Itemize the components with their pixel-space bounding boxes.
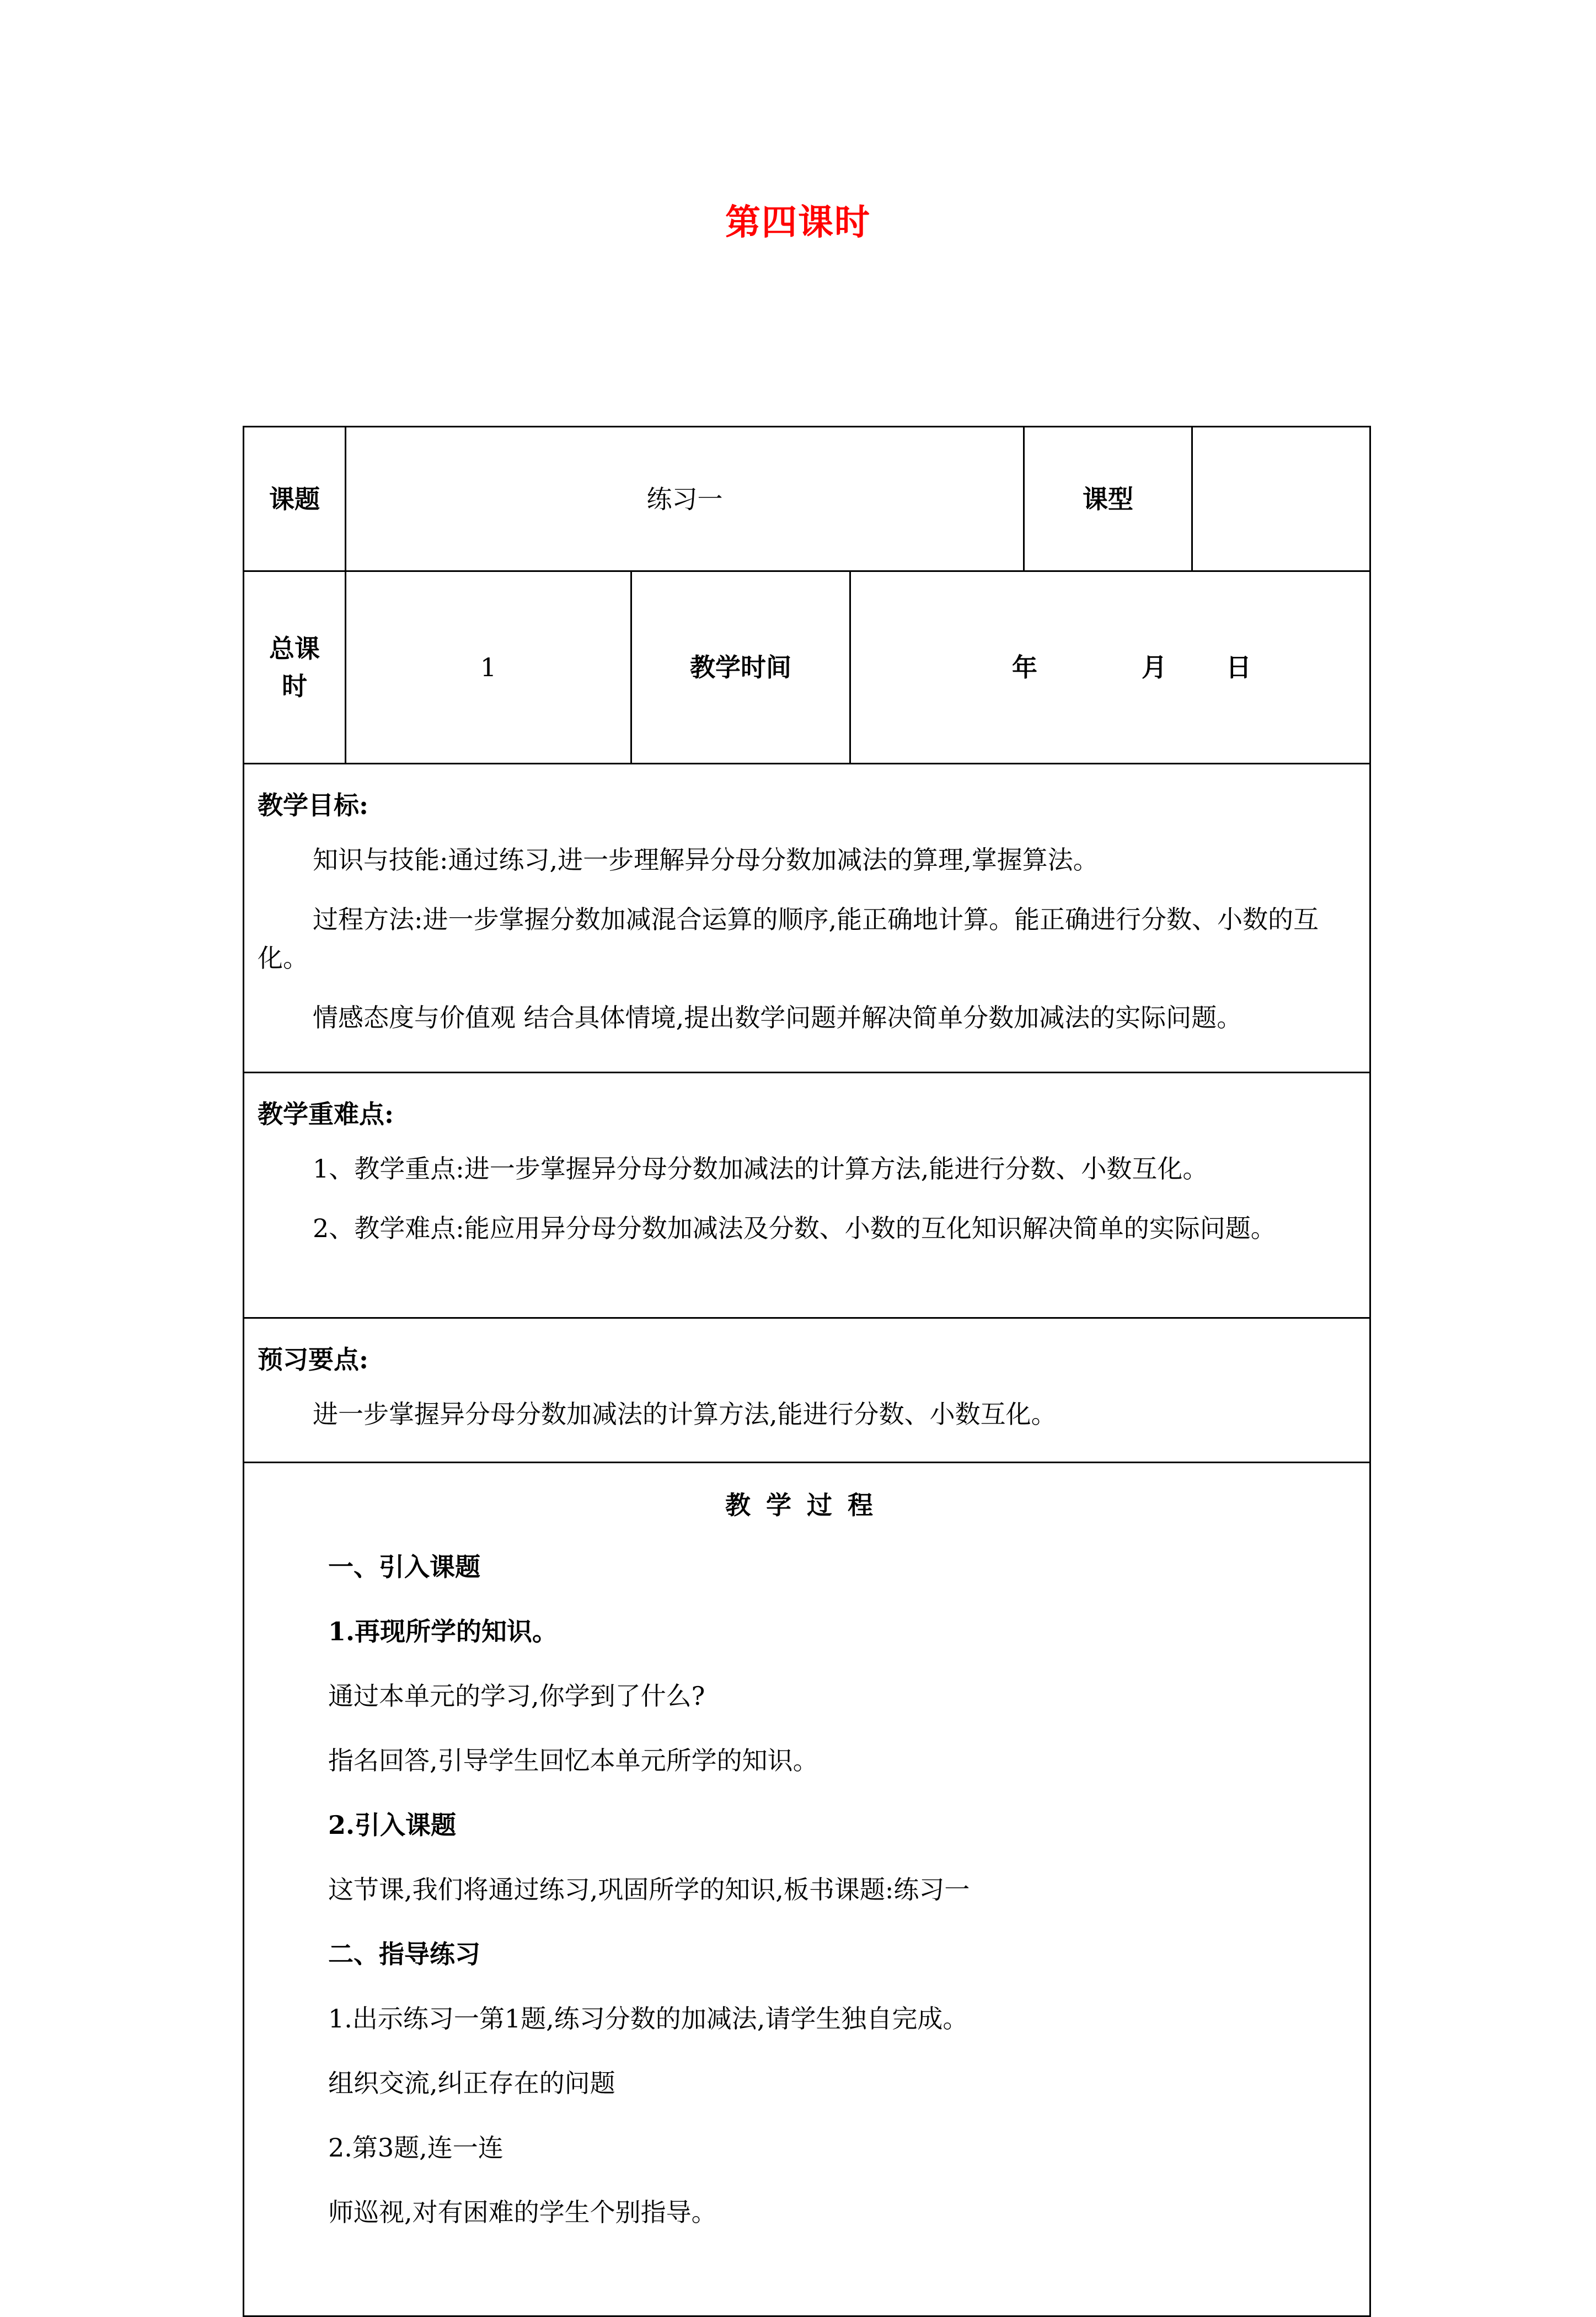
process-line: 2.引入课题	[328, 1810, 457, 1840]
preview-item: 进一步掌握异分母分数加减法的计算方法,能进行分数、小数互化。	[313, 1399, 1057, 1429]
key-points-heading: 教学重难点:	[258, 1099, 394, 1129]
topic-row	[244, 427, 1369, 572]
type-label: 课型	[1025, 427, 1193, 570]
key-point-item: 2、教学难点:能应用异分母分数加减法及分数、小数的互化知识解决简单的实际问题。	[313, 1213, 1276, 1243]
process-line: 一、引入课题	[328, 1552, 480, 1582]
key-point-item: 1、教学重点:进一步掌握异分母分数加减法的计算方法,能进行分数、小数互化。	[313, 1154, 1208, 1184]
process-line: 1.再现所学的知识。	[328, 1617, 558, 1646]
process-heading: 教学过程	[725, 1490, 888, 1520]
date-day: 日	[1226, 652, 1251, 682]
hours-value: 1	[346, 572, 632, 763]
key-points-section	[244, 1073, 1369, 1319]
objectives-heading: 教学目标:	[258, 790, 368, 820]
process-line: 组织交流,纠正存在的问题	[328, 2068, 615, 2098]
hours-row	[244, 572, 1369, 764]
date-cell	[851, 572, 1369, 763]
objective-item: 过程方法:进一步掌握分数加减混合运算的顺序,能正确地计算。能正确进行分数、小数的互化。	[258, 905, 1319, 973]
lesson-plan-table	[243, 426, 1371, 2317]
topic-value: 练习一	[346, 427, 1025, 570]
process-section	[244, 1463, 1369, 2315]
type-value	[1193, 427, 1369, 570]
time-label: 教学时间	[632, 572, 851, 763]
process-line: 这节课,我们将通过练习,巩固所学的知识,板书课题:练习一	[328, 1875, 970, 1904]
preview-heading: 预习要点:	[258, 1345, 368, 1374]
date-year: 年	[1012, 652, 1037, 682]
objective-item: 情感态度与价值观 结合具体情境,提出数学问题并解决简单分数加减法的实际问题。	[313, 1003, 1242, 1032]
process-line: 2.第3题,连一连	[328, 2133, 504, 2163]
topic-label: 课题	[244, 427, 346, 570]
process-line: 师巡视,对有困难的学生个别指导。	[328, 2197, 717, 2227]
page-title: 第四课时	[725, 202, 871, 243]
process-line: 指名回答,引导学生回忆本单元所学的知识。	[328, 1746, 818, 1775]
objectives-section	[244, 764, 1369, 1073]
objective-item: 知识与技能:通过练习,进一步理解异分母分数加减法的算理,掌握算法。	[313, 845, 1099, 875]
process-line: 1.出示练习一第1题,练习分数的加减法,请学生独自完成。	[328, 2004, 968, 2034]
date-month: 月	[1142, 652, 1167, 682]
process-line: 二、指导练习	[328, 1939, 480, 1969]
process-line: 通过本单元的学习,你学到了什么?	[328, 1681, 705, 1711]
preview-section	[244, 1319, 1369, 1463]
hours-label: 总课时	[244, 572, 346, 763]
